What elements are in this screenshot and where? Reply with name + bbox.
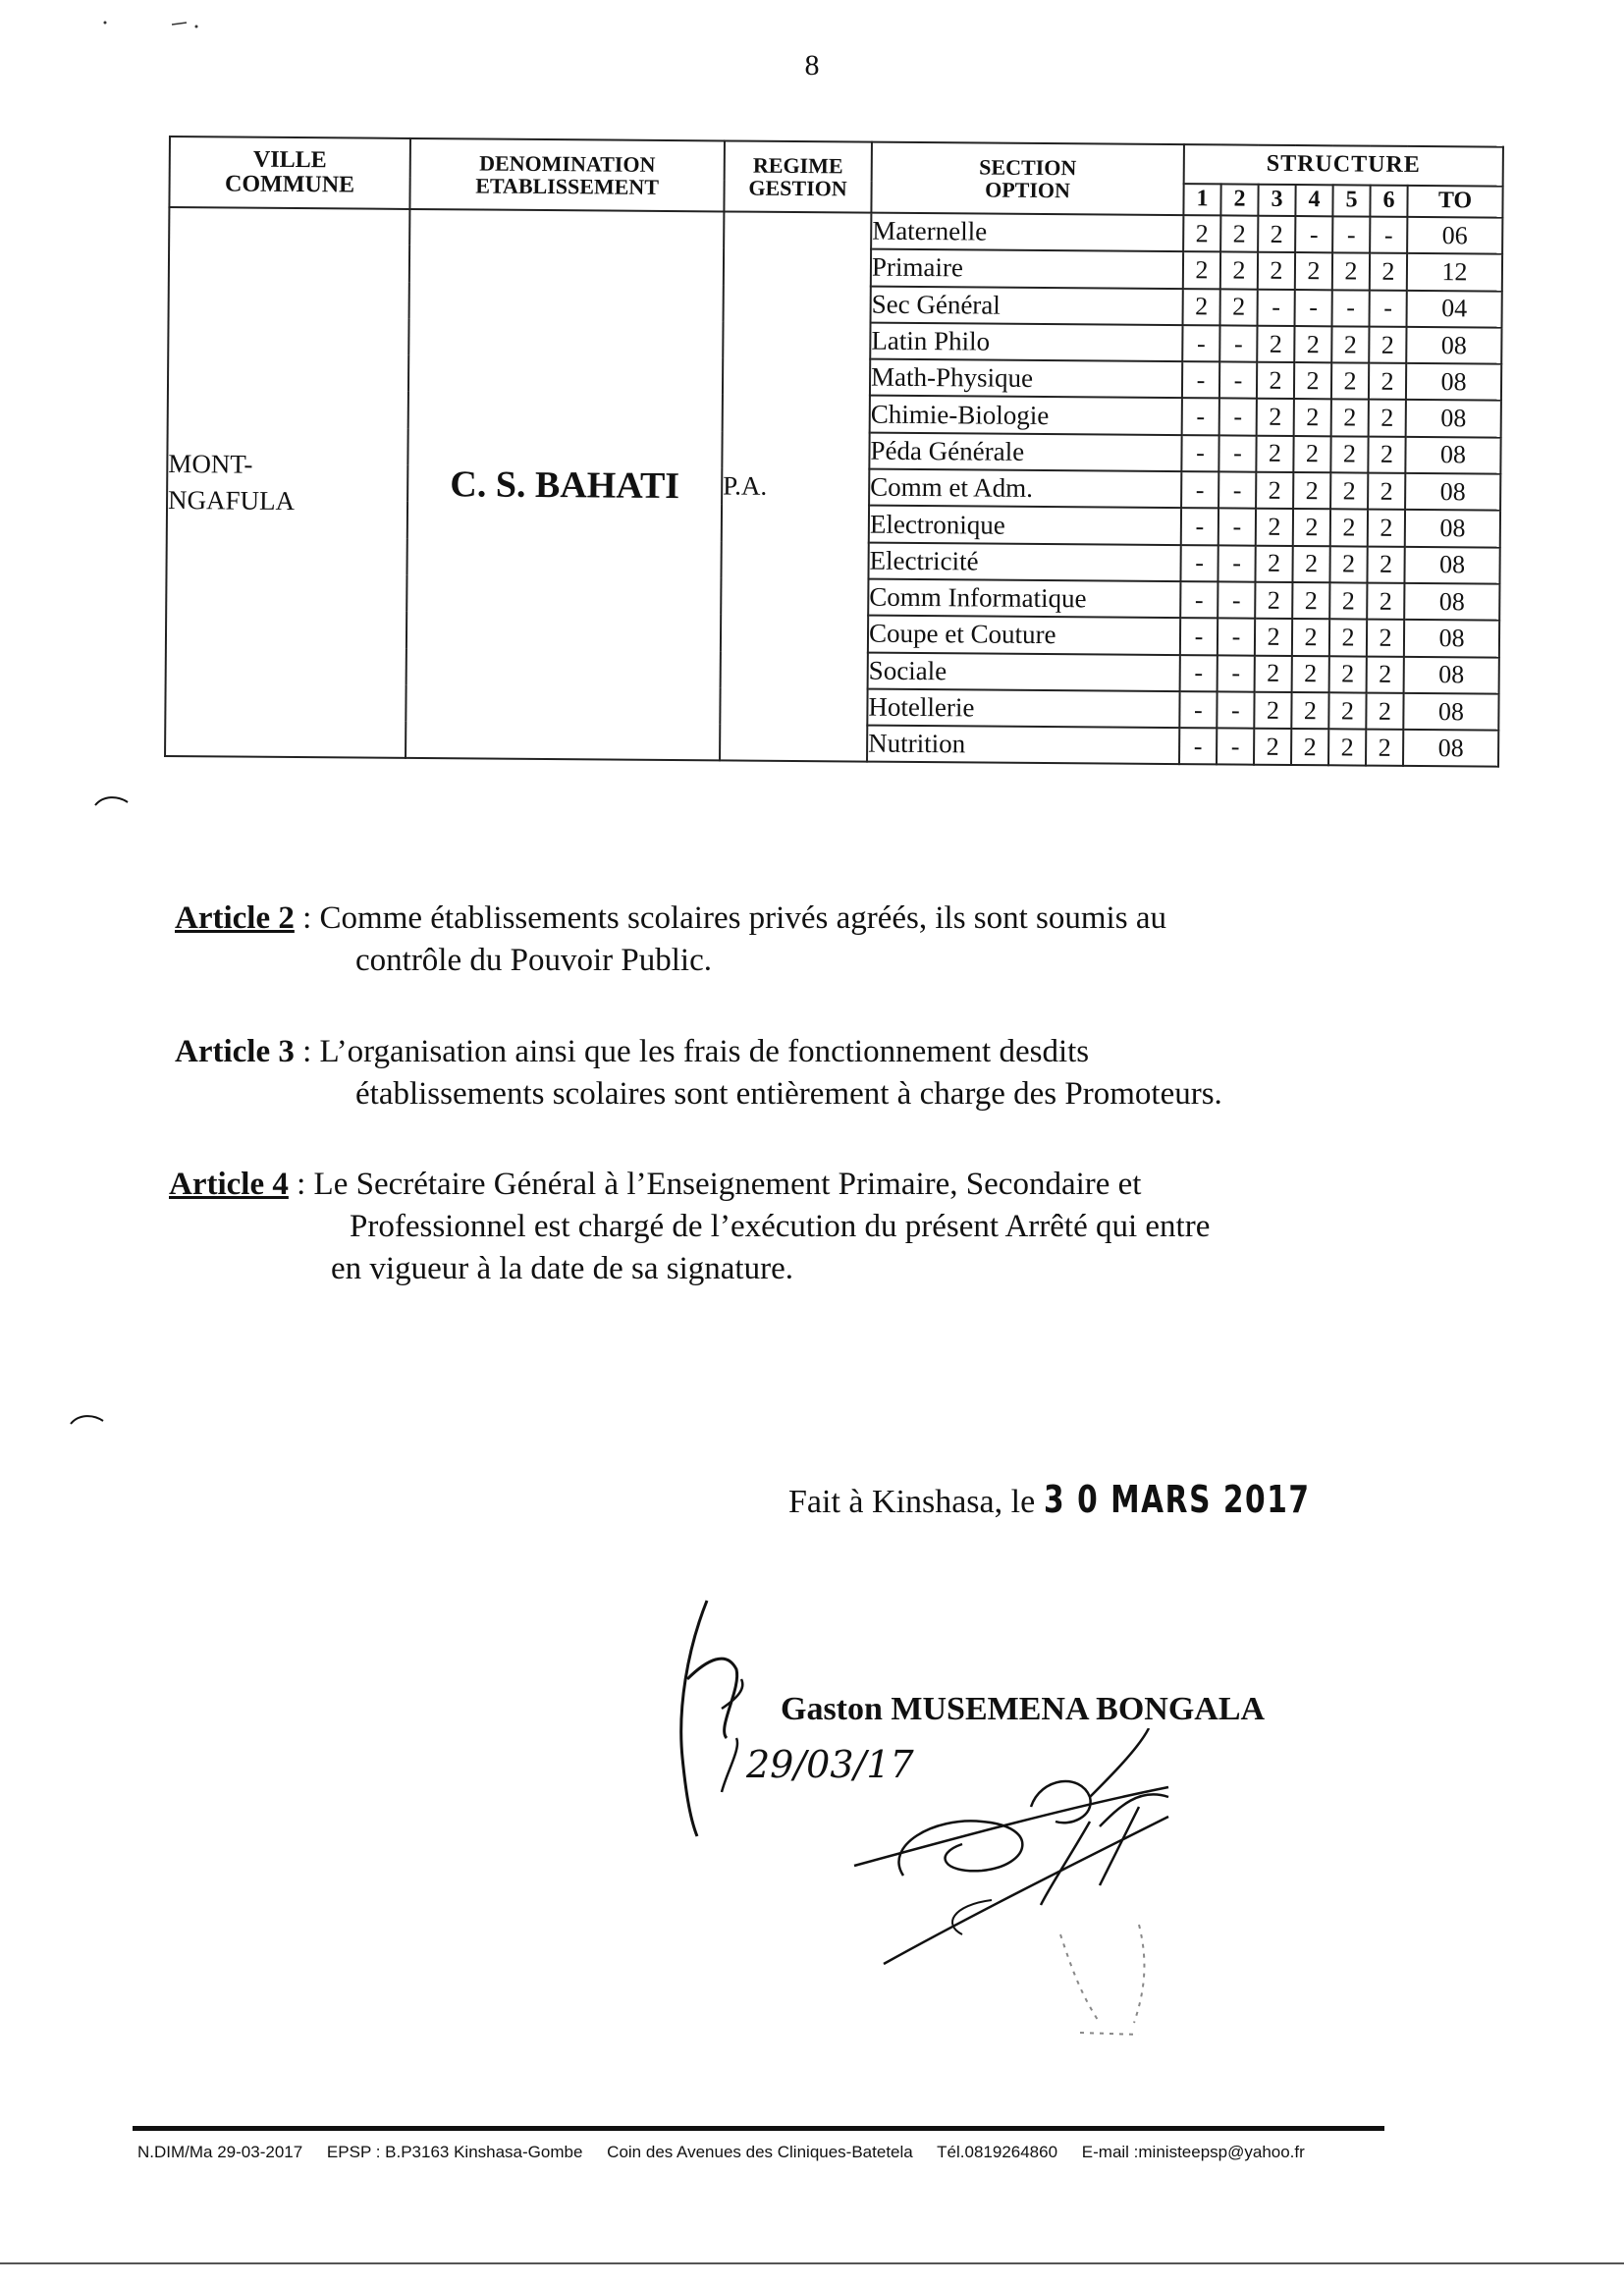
structure-total: 12: [1407, 253, 1502, 291]
header-section: SECTION OPTION: [871, 142, 1184, 215]
structure-year-1: -: [1181, 471, 1218, 509]
structure-year-2: -: [1218, 509, 1256, 546]
structure-year-5: 2: [1330, 510, 1368, 547]
structure-year-3: 2: [1255, 619, 1292, 656]
footer-address: EPSP : B.P3163 Kinshasa-Gombe: [326, 2143, 583, 2161]
header-year-4: 4: [1295, 185, 1332, 216]
structure-year-6: 2: [1369, 400, 1406, 437]
article-4-text: Le Secrétaire Général à l’Enseignement Primaire, Secondaire et: [313, 1167, 1142, 1202]
structure-year-6: 2: [1367, 583, 1404, 621]
structure-year-1: -: [1180, 545, 1218, 582]
structure-year-1: -: [1182, 361, 1219, 399]
article-2-label: Article 2: [175, 900, 295, 936]
structure-year-2: -: [1218, 619, 1255, 656]
initials-date: 29/03/17: [746, 1743, 914, 1786]
structure-total: 08: [1406, 400, 1501, 437]
header-ville: VILLE COMMUNE: [169, 136, 410, 209]
structure-year-5: 2: [1330, 472, 1368, 510]
structure-year-5: -: [1332, 216, 1370, 253]
structure-year-2: -: [1219, 399, 1257, 436]
structure-total: 04: [1407, 291, 1502, 328]
article-2-cont: contrôle du Pouvoir Public.: [355, 942, 712, 978]
article-4: Article 4 : Le Secrétaire Général à l’Enseignement Primaire, Secondaire et Professionnel est chargé de l’exécution du présent Arrêté qui entre en vigueur à la date de sa signature.: [169, 1164, 1386, 1290]
structure-year-1: -: [1180, 581, 1218, 619]
closing-date: 3 0 MARS 2017: [1043, 1478, 1311, 1521]
article-2: Article 2 : Comme établissements scolaires privés agréés, ils sont soumis au contrôle du Pouvoir Public.: [175, 898, 1392, 982]
structure-year-1: 2: [1183, 251, 1220, 289]
header-year-2: 2: [1220, 184, 1258, 215]
section-option: Comm et Adm.: [869, 469, 1181, 509]
bottom-scan-line: [0, 2262, 1624, 2264]
header-year-5: 5: [1332, 185, 1370, 216]
structure-year-6: 2: [1367, 620, 1404, 657]
structure-year-2: -: [1218, 655, 1255, 692]
structure-year-3: 2: [1258, 216, 1295, 253]
structure-year-4: -: [1295, 216, 1332, 253]
structure-year-1: -: [1181, 508, 1218, 545]
structure-year-2: -: [1218, 545, 1255, 582]
section-option: Chimie-Biologie: [870, 396, 1182, 435]
structure-year-3: 2: [1256, 435, 1293, 472]
article-3-text: L’organisation ainsi que les frais de fonctionnement desdits: [319, 1034, 1090, 1069]
structure-year-6: 2: [1370, 253, 1407, 291]
structure-year-3: 2: [1254, 729, 1291, 766]
structure-year-6: 2: [1368, 473, 1405, 511]
structure-year-6: 2: [1369, 326, 1406, 363]
structure-total: 08: [1405, 510, 1500, 547]
structure-year-4: 2: [1294, 326, 1331, 363]
structure-year-6: 2: [1368, 510, 1405, 547]
structure-year-4: 2: [1293, 509, 1330, 546]
structure-year-4: 2: [1292, 582, 1329, 620]
scan-mark-1: [93, 790, 133, 810]
scan-mark-3: [93, 15, 211, 34]
section-option: Math-Physique: [870, 359, 1182, 399]
structure-year-4: 2: [1294, 362, 1331, 400]
article-2-text: Comme établissements scolaires privés agréés, ils sont soumis au: [319, 900, 1166, 936]
structure-year-4: 2: [1294, 399, 1331, 436]
structure-year-1: 2: [1183, 289, 1220, 326]
article-3-label: Article 3: [175, 1034, 295, 1069]
structure-year-2: 2: [1220, 252, 1258, 290]
structure-year-4: -: [1295, 290, 1332, 327]
structure-year-5: 2: [1328, 692, 1366, 730]
structure-year-6: 2: [1366, 730, 1403, 767]
structure-year-5: 2: [1332, 253, 1370, 291]
structure-total: 06: [1407, 217, 1502, 254]
structure-year-1: -: [1181, 435, 1218, 472]
structure-total: 08: [1404, 656, 1499, 693]
structure-year-3: 2: [1255, 582, 1292, 620]
page-number: 8: [804, 49, 820, 82]
structure-total: 08: [1405, 437, 1500, 474]
section-option: Latin Philo: [870, 323, 1182, 362]
structure-year-1: -: [1179, 691, 1217, 729]
footer: [137, 2143, 1414, 2162]
scan-mark-2: [69, 1409, 108, 1429]
structure-year-5: 2: [1331, 400, 1369, 437]
section-option: Comm Informatique: [868, 579, 1180, 619]
structure-total: 08: [1404, 620, 1499, 657]
structure-year-2: 2: [1220, 215, 1258, 252]
structure-total: 08: [1403, 730, 1498, 767]
structure-year-4: 2: [1295, 252, 1332, 290]
structure-year-3: -: [1258, 289, 1295, 326]
structure-year-4: 2: [1291, 729, 1328, 766]
header-year-1: 1: [1183, 184, 1220, 215]
structure-total: 08: [1404, 547, 1499, 584]
structure-year-5: 2: [1330, 436, 1368, 473]
structure-year-3: 2: [1258, 252, 1295, 290]
structure-year-3: 2: [1255, 545, 1292, 582]
structure-year-5: 2: [1329, 546, 1367, 583]
article-3: Article 3 : L’organisation ainsi que les frais de fonctionnement desdits établissements scolaires sont entièrement à charge des Promoteurs.: [175, 1031, 1392, 1116]
structure-year-5: 2: [1331, 362, 1369, 400]
footer-email: E-mail :ministeepsp@yahoo.fr: [1081, 2143, 1305, 2161]
article-3-cont: établissements scolaires sont entièrement à charge des Promoteurs.: [355, 1075, 1222, 1112]
section-option: Sociale: [868, 652, 1180, 691]
structure-year-3: 2: [1257, 326, 1294, 363]
header-denomination: DENOMINATION ETABLISSEMENT: [409, 138, 725, 212]
structure-year-2: -: [1218, 581, 1255, 619]
structure-year-6: 2: [1367, 546, 1404, 583]
article-4-cont: Professionnel est chargé de l’exécution du présent Arrêté qui entre: [350, 1208, 1211, 1244]
structure-year-2: -: [1218, 435, 1256, 472]
article-4-label: Article 4: [169, 1167, 289, 1202]
section-option: Nutrition: [867, 726, 1179, 765]
header-year-3: 3: [1258, 185, 1295, 216]
structure-total: 08: [1404, 583, 1499, 621]
structure-year-6: 2: [1366, 692, 1403, 730]
structure-year-4: 2: [1292, 656, 1329, 693]
signer-name: Gaston MUSEMENA BONGALA: [781, 1691, 1266, 1727]
structure-year-3: 2: [1256, 509, 1293, 546]
section-option: Sec Général: [871, 286, 1183, 325]
footer-ref: N.DIM/Ma 29-03-2017: [137, 2143, 303, 2161]
structure-year-1: -: [1182, 399, 1219, 436]
structure-year-2: -: [1218, 471, 1256, 509]
signature: [844, 1728, 1296, 2062]
structure-year-5: 2: [1331, 326, 1369, 363]
ville-commune: MONT- NGAFULA: [165, 207, 409, 758]
footer-tel: Tél.0819264860: [937, 2143, 1058, 2161]
structure-year-3: 2: [1254, 692, 1291, 730]
structure-year-3: 2: [1255, 655, 1292, 692]
structure-year-5: 2: [1328, 729, 1366, 766]
header-year-6: 6: [1370, 186, 1407, 217]
structure-year-4: 2: [1293, 436, 1330, 473]
structure-year-3: 2: [1257, 399, 1294, 436]
structure-year-2: -: [1219, 362, 1257, 400]
denomination: C. S. BAHATI: [406, 209, 724, 761]
structure-year-5: 2: [1329, 582, 1367, 620]
structure-year-6: -: [1370, 290, 1407, 327]
structure-year-3: 2: [1257, 362, 1294, 400]
closing-place: Fait à Kinshasa, le 3 0 MARS 2017: [788, 1478, 1311, 1521]
structure-year-2: -: [1219, 325, 1257, 362]
section-option: Primaire: [871, 249, 1183, 289]
structure-year-5: 2: [1329, 620, 1367, 657]
structure-year-6: 2: [1369, 363, 1406, 401]
section-option: Electronique: [869, 506, 1181, 545]
section-option: Péda Générale: [869, 432, 1181, 471]
footer-rule: [133, 2126, 1384, 2131]
structure-year-6: 2: [1368, 436, 1405, 473]
structure-total: 08: [1405, 473, 1500, 511]
header-total: TO: [1407, 186, 1502, 218]
section-option: Coupe et Couture: [868, 616, 1180, 655]
structure-year-1: -: [1180, 655, 1218, 692]
section-option: Electricité: [868, 542, 1180, 581]
structure-year-6: 2: [1367, 656, 1404, 693]
structure-year-2: -: [1217, 729, 1254, 766]
schools-table: [164, 136, 1504, 768]
structure-year-4: 2: [1292, 619, 1329, 656]
structure-total: 08: [1406, 363, 1501, 401]
structure-total: 08: [1403, 693, 1498, 731]
structure-year-1: -: [1180, 618, 1218, 655]
footer-corner: Coin des Avenues des Cliniques-Batetela: [607, 2143, 913, 2161]
structure-year-4: 2: [1293, 472, 1330, 510]
structure-year-4: 2: [1292, 546, 1329, 583]
structure-year-6: -: [1370, 217, 1407, 254]
structure-year-3: 2: [1256, 472, 1293, 510]
header-structure: STRUCTURE: [1184, 144, 1503, 187]
section-option: Maternelle: [871, 213, 1183, 252]
header-regime: REGIME GESTION: [724, 140, 872, 212]
structure-year-4: 2: [1291, 692, 1328, 730]
structure-year-2: -: [1217, 691, 1254, 729]
structure-year-1: 2: [1183, 215, 1220, 252]
structure-year-5: -: [1332, 290, 1370, 327]
article-4-cont2: en vigueur à la date de sa signature.: [331, 1250, 793, 1286]
structure-year-1: -: [1179, 728, 1217, 765]
structure-year-2: 2: [1220, 289, 1258, 326]
structure-year-1: -: [1182, 325, 1219, 362]
section-option: Hotellerie: [867, 688, 1179, 728]
structure-year-5: 2: [1329, 656, 1367, 693]
regime-gestion: P.A.: [720, 211, 871, 762]
structure-total: 08: [1406, 327, 1501, 364]
